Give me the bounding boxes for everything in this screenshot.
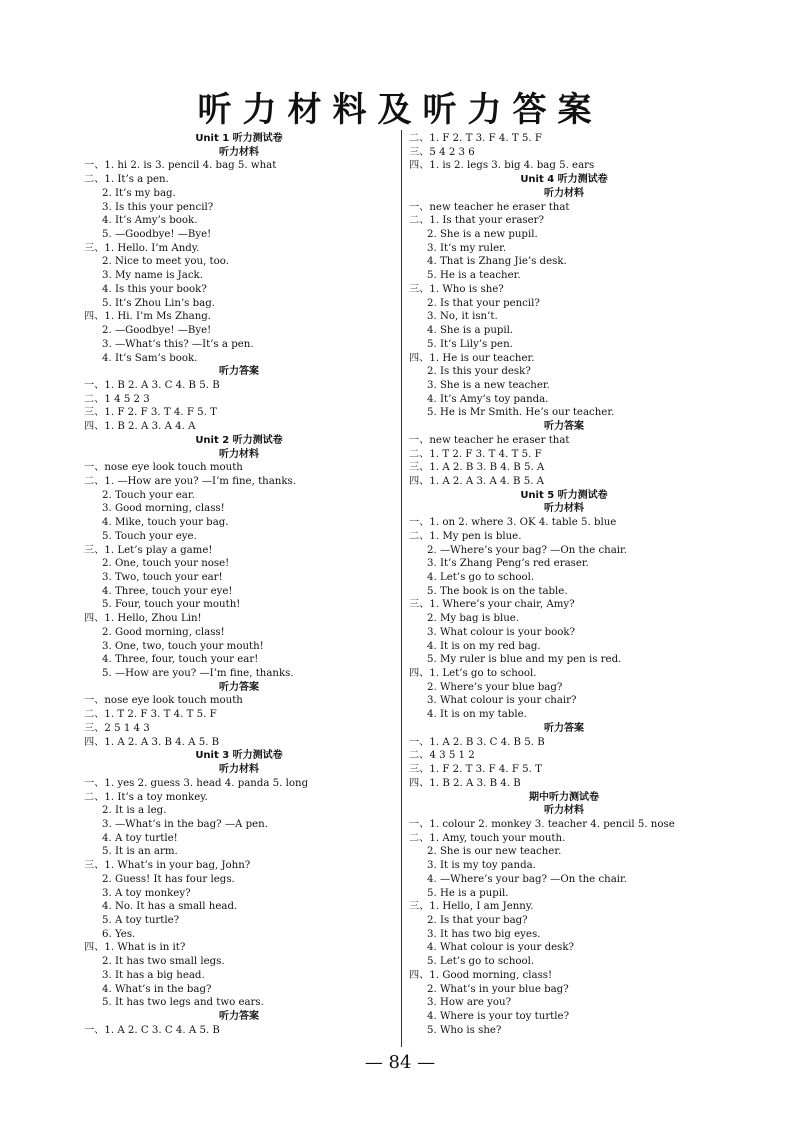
page-number: — 84 — bbox=[364, 1052, 436, 1073]
text-line: 2. Is that your pencil? bbox=[427, 297, 540, 309]
text-line: 5. It is an arm. bbox=[102, 846, 178, 858]
text-line: 四、1. A 2. A 3. B 4. A 5. B bbox=[84, 736, 220, 748]
column-divider bbox=[401, 130, 402, 1047]
left-column bbox=[84, 132, 394, 1037]
text-line: 4. It is on my table. bbox=[427, 709, 527, 721]
text-line: 一、1. yes 2. guess 3. head 4. panda 5. long bbox=[84, 777, 309, 789]
text-line: 4. It’s Sam’s book. bbox=[102, 352, 198, 364]
text-line: 4. No. It has a small head. bbox=[102, 901, 238, 913]
text-line: 3. How are you? bbox=[427, 997, 512, 1009]
section-heading: 听力材料 bbox=[544, 503, 584, 515]
text-line: 4. —Where’s your bag? —On the chair. bbox=[427, 873, 628, 885]
text-line: 3. My name is Jack. bbox=[102, 270, 203, 282]
section-heading: 听力材料 bbox=[544, 805, 584, 817]
text-line: 2. Where’s your blue bag? bbox=[427, 681, 563, 693]
text-line: 4. That is Zhang Jie’s desk. bbox=[427, 256, 567, 268]
text-line: 一、new teacher he eraser that bbox=[409, 434, 570, 446]
text-line: 3. What colour is your book? bbox=[427, 626, 576, 638]
text-line: 四、1. He is our teacher. bbox=[409, 352, 535, 364]
text-line: 三、5 4 2 3 6 bbox=[409, 146, 475, 158]
text-line: 4. Is this your book? bbox=[102, 283, 207, 295]
text-line: 四、1. Hi. I’m Ms Zhang. bbox=[84, 311, 212, 323]
text-line: 4. It’s Amy’s toy panda. bbox=[427, 393, 549, 405]
section-heading: 听力答案 bbox=[219, 681, 259, 693]
text-line: 三、1. F 2. T 3. F 4. F 5. T bbox=[409, 764, 542, 776]
text-line: 一、1. colour 2. monkey 3. teacher 4. pencil 5. nose bbox=[409, 818, 675, 830]
text-line: 2. Touch your ear. bbox=[102, 489, 195, 501]
text-line: 2. Nice to meet you, too. bbox=[102, 256, 229, 268]
text-line: 三、1. F 2. F 3. T 4. F 5. T bbox=[84, 407, 217, 419]
text-line: 2. Is this your desk? bbox=[427, 366, 531, 378]
section-heading: 听力答案 bbox=[544, 722, 584, 734]
text-line: 4. Let’s go to school. bbox=[427, 572, 535, 583]
text-line: 二、1. T 2. F 3. T 4. T 5. F bbox=[409, 448, 542, 460]
text-line: 3. It’s my ruler. bbox=[427, 242, 507, 254]
text-line: 二、1. Is that your eraser? bbox=[409, 215, 545, 227]
text-line: 3. —What’s this? —It’s a pen. bbox=[102, 338, 254, 350]
text-line: 四、1. Good morning, class! bbox=[409, 969, 553, 981]
text-line: 5. Touch your eye. bbox=[102, 530, 197, 542]
section-heading: Unit 2 听力测试卷 bbox=[195, 434, 283, 446]
text-line: 6. Yes. bbox=[102, 928, 136, 940]
text-line: 一、1. hi 2. is 3. pencil 4. bag 5. what bbox=[84, 160, 277, 172]
text-line: 5. Who is she? bbox=[427, 1024, 502, 1036]
text-line: 四、1. What is in it? bbox=[84, 942, 186, 954]
text-line: 一、nose eye look touch mouth bbox=[84, 462, 243, 474]
text-line: 三、2 5 1 4 3 bbox=[84, 722, 150, 734]
section-heading: 听力答案 bbox=[219, 366, 259, 378]
text-line: 5. He is a teacher. bbox=[427, 270, 521, 282]
text-line: 二、1. It’s a toy monkey. bbox=[84, 791, 208, 803]
text-line: 三、1. Hello. I’m Andy. bbox=[84, 242, 200, 254]
section-heading: 听力材料 bbox=[219, 146, 259, 158]
text-line: 3. —What’s in the bag? —A pen. bbox=[102, 818, 268, 830]
text-line: 4. Where is your toy turtle? bbox=[427, 1011, 570, 1022]
text-line: 5. My ruler is blue and my pen is red. bbox=[427, 654, 622, 666]
text-line: 2. One, touch your nose! bbox=[102, 558, 230, 570]
text-line: 3. One, two, touch your mouth! bbox=[102, 640, 264, 652]
text-line: 四、1. B 2. A 3. A 4. A bbox=[84, 421, 196, 433]
text-line: 一、new teacher he eraser that bbox=[409, 201, 570, 213]
text-line: 2. It has two small legs. bbox=[102, 956, 225, 968]
text-line: 2. What’s in your blue bag? bbox=[427, 983, 569, 995]
text-line: 四、1. B 2. A 3. B 4. B bbox=[409, 777, 521, 789]
text-line: 三、1. Who is she? bbox=[409, 283, 504, 295]
text-line: 3. It is my toy panda. bbox=[427, 860, 536, 872]
text-line: 二、1 4 5 2 3 bbox=[84, 393, 150, 405]
section-heading: 听力答案 bbox=[219, 1011, 259, 1022]
text-line: 4. Three, touch your eye! bbox=[102, 585, 233, 597]
text-line: 5. He is Mr Smith. He’s our teacher. bbox=[427, 407, 615, 419]
right-column bbox=[409, 132, 719, 1037]
text-line: 3. What colour is your chair? bbox=[427, 695, 577, 707]
text-line: 5. It has two legs and two ears. bbox=[102, 997, 264, 1009]
text-line: 一、1. on 2. where 3. OK 4. table 5. blue bbox=[409, 517, 617, 529]
page-title: 听力材料及听力答案 bbox=[197, 90, 603, 130]
section-heading: Unit 5 听力测试卷 bbox=[520, 489, 608, 501]
text-line: 2. Good morning, class! bbox=[102, 626, 225, 638]
text-line: 4. What colour is your desk? bbox=[427, 942, 574, 954]
text-line: 5. It’s Lily’s pen. bbox=[427, 338, 513, 350]
text-line: 一、1. A 2. B 3. C 4. B 5. B bbox=[409, 736, 545, 748]
text-line: 四、1. is 2. legs 3. big 4. bag 5. ears bbox=[409, 160, 595, 172]
text-line: 二、1. My pen is blue. bbox=[409, 530, 522, 542]
text-line: 2. She is a new pupil. bbox=[427, 229, 538, 241]
text-line: 3. No, it isn’t. bbox=[427, 311, 498, 323]
text-line: 2. —Goodbye! —Bye! bbox=[102, 325, 212, 337]
text-line: 2. She is our new teacher. bbox=[427, 846, 562, 858]
text-line: 5. —How are you? —I’m fine, thanks. bbox=[102, 668, 294, 680]
text-line: 2. —Where’s your bag? —On the chair. bbox=[427, 544, 628, 556]
section-heading: 期中听力测试卷 bbox=[529, 791, 599, 803]
text-line: 5. A toy turtle? bbox=[102, 914, 180, 926]
text-line: 4. She is a pupil. bbox=[427, 325, 514, 337]
text-line: 三、1. Let’s play a game! bbox=[84, 544, 213, 556]
text-line: 2. It’s my bag. bbox=[102, 187, 176, 199]
section-heading: Unit 4 听力测试卷 bbox=[520, 174, 608, 186]
text-line: 4. Three, four, touch your ear! bbox=[102, 654, 259, 666]
text-line: 4. It is on my red bag. bbox=[427, 640, 541, 652]
text-line: 四、1. A 2. A 3. A 4. B 5. A bbox=[409, 475, 545, 487]
text-line: 2. My bag is blue. bbox=[427, 613, 520, 625]
text-line: 2. It is a leg. bbox=[102, 805, 167, 817]
section-heading: 听力材料 bbox=[219, 764, 259, 776]
text-line: 三、1. A 2. B 3. B 4. B 5. A bbox=[409, 462, 545, 474]
text-line: 三、1. What’s in your bag, John? bbox=[84, 860, 251, 872]
text-line: 3. She is a new teacher. bbox=[427, 379, 550, 391]
text-line: 二、1. T 2. F 3. T 4. T 5. F bbox=[84, 709, 217, 721]
text-line: 四、1. Let’s go to school. bbox=[409, 668, 537, 680]
text-line: 5. The book is on the table. bbox=[427, 585, 568, 597]
text-line: 3. Is this your pencil? bbox=[102, 201, 214, 213]
text-line: 一、nose eye look touch mouth bbox=[84, 695, 243, 707]
text-line: 3. A toy monkey? bbox=[102, 887, 191, 899]
text-line: 4. Mike, touch your bag. bbox=[102, 517, 229, 529]
text-line: 3. Two, touch your ear! bbox=[102, 572, 223, 583]
text-line: 一、1. B 2. A 3. C 4. B 5. B bbox=[84, 379, 220, 391]
text-line: 四、1. Hello, Zhou Lin! bbox=[84, 613, 202, 625]
section-heading: Unit 3 听力测试卷 bbox=[195, 750, 283, 762]
section-heading: 听力材料 bbox=[219, 448, 259, 460]
section-heading: 听力材料 bbox=[544, 187, 584, 199]
text-line: 二、1. —How are you? —I’m fine, thanks. bbox=[84, 475, 296, 487]
section-heading: 听力答案 bbox=[544, 421, 584, 433]
text-line: 4. What’s in the bag? bbox=[102, 983, 212, 995]
text-line: 3. Good morning, class! bbox=[102, 503, 225, 515]
text-line: 二、4 3 5 1 2 bbox=[409, 750, 475, 762]
text-line: 一、1. A 2. C 3. C 4. A 5. B bbox=[84, 1024, 220, 1036]
text-line: 2. Is that your bag? bbox=[427, 914, 528, 926]
section-heading: Unit 1 听力测试卷 bbox=[195, 133, 283, 144]
text-line: 三、1. Where’s your chair, Amy? bbox=[409, 599, 575, 611]
text-line: 二、1. Amy, touch your mouth. bbox=[409, 832, 566, 844]
text-line: 三、1. Hello, I am Jenny. bbox=[409, 901, 534, 913]
text-line: 5. Four, touch your mouth! bbox=[102, 599, 241, 611]
text-line: 5. It’s Zhou Lin’s bag. bbox=[102, 297, 215, 309]
text-line: 3. It’s Zhang Peng’s red eraser. bbox=[427, 558, 589, 570]
text-line: 5. He is a pupil. bbox=[427, 887, 509, 899]
text-line: 3. It has a big head. bbox=[102, 969, 205, 981]
text-line: 二、1. F 2. T 3. F 4. T 5. F bbox=[409, 133, 542, 144]
text-line: 4. A toy turtle! bbox=[102, 832, 178, 844]
text-line: 3. It has two big eyes. bbox=[427, 928, 541, 940]
text-line: 5. Let’s go to school. bbox=[427, 956, 535, 968]
text-line: 5. —Goodbye! —Bye! bbox=[102, 229, 212, 241]
text-line: 二、1. It’s a pen. bbox=[84, 174, 169, 186]
text-line: 2. Guess! It has four legs. bbox=[102, 873, 235, 885]
text-line: 4. It’s Amy’s book. bbox=[102, 215, 198, 227]
